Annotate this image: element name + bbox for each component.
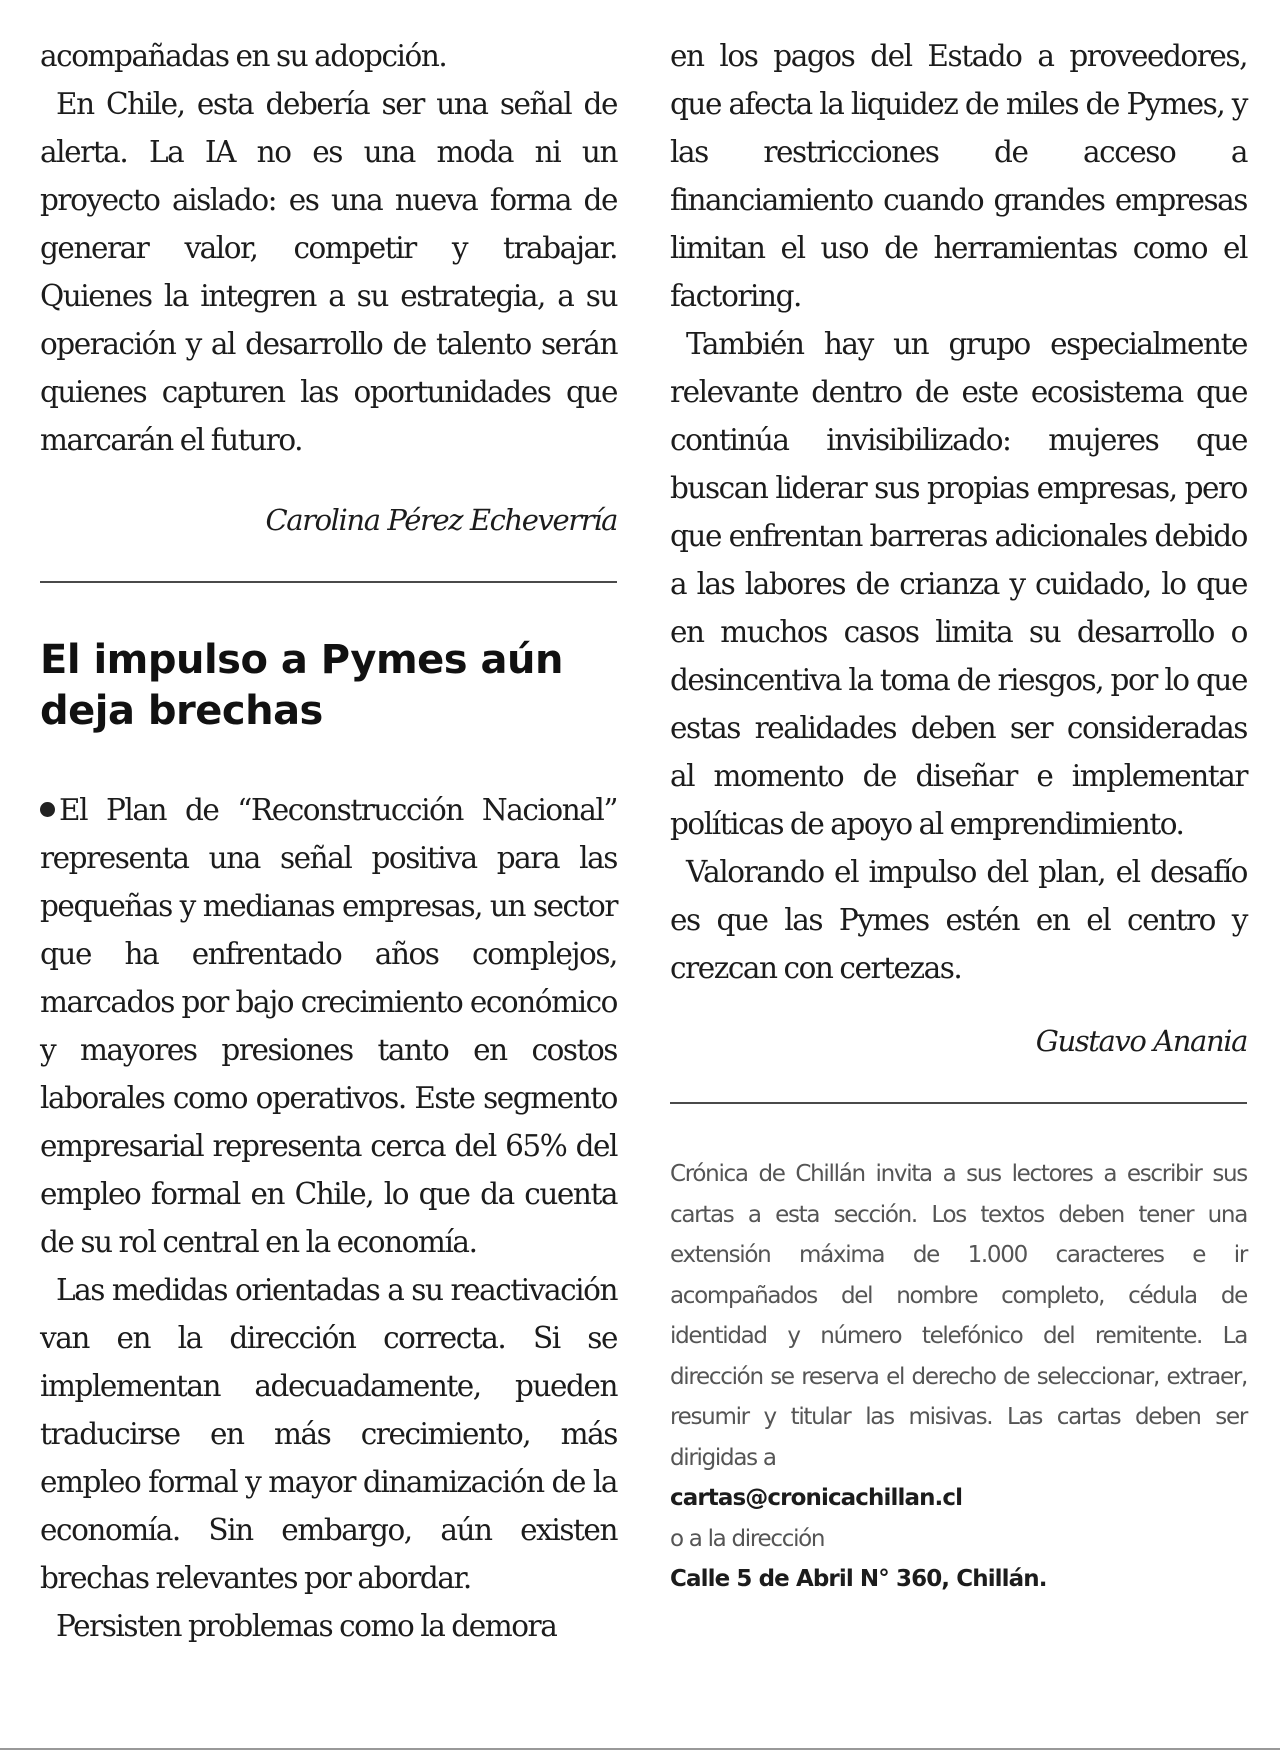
letter-paragraph: Valorando el impulso del plan, el desafío es que las Pymes estén en el centro y crezcan con certezas.: [670, 855, 1247, 985]
right-column: [670, 32, 1247, 1600]
submission-or: o a la dirección: [670, 1525, 825, 1552]
submission-email[interactable]: cartas@cronicachillan.cl: [670, 1485, 963, 1511]
letter-signature: Carolina Pérez Echeverría: [265, 503, 617, 537]
letter-paragraph: Las medidas orientadas a su reactivación van en la dirección correcta. Si se implementan adecuadamente, pueden traducirse en más crecimiento, más empleo formal y mayor dinamización de la economía. Sin embargo, aún existen brechas relevantes por abordar.: [40, 1273, 617, 1595]
bullet-icon: [40, 802, 55, 817]
page-bottom-border: [0, 1748, 1280, 1750]
letter-paragraph: El Plan de “Reconstrucción Nacional” representa una señal positiva para las pequeñas y medianas empresas, un sector que ha enfrentado años complejos, marcados por bajo crecimiento económico y mayores presiones tanto en costos laborales como operativos. Este segmento empresarial representa cerca del 65% del empleo formal en Chile, lo que da cuenta de su rol central en la economía.: [40, 793, 617, 1259]
letter-paragraph: En Chile, esta debería ser una señal de alerta. La IA no es una moda ni un proyecto aislado: es una nueva forma de generar valor, competir y trabajar. Quienes la integren a su estrategia, a su operación y al desarrollo de talento serán quienes capturen las oportunidades que marcarán el futuro.: [40, 87, 617, 457]
letter-signature: Gustavo Anania: [1035, 1024, 1247, 1058]
continued-paragraph: acompañadas en su adopción.: [40, 39, 447, 73]
submission-address: Calle 5 de Abril N° 360, Chillán.: [670, 1566, 1047, 1592]
letter-headline: El impulso a Pymes aún deja brechas: [40, 637, 563, 734]
letter-paragraph: en los pagos del Estado a proveedores, que afecta la liquidez de miles de Pymes, y las restricciones de acceso a financiamiento cuando grandes empresas limitan el uso de herramientas como el factoring.: [670, 39, 1247, 313]
submission-instructions: Crónica de Chillán invita a sus lectores a escribir sus cartas a esta sección. Los textos deben tener una extensión máxima de 1.000 caracteres e ir acompañados del nombre completo, cédula de identidad y número telefónico del remitente. La dirección se reserva el derecho de seleccionar, extraer, resumir y titular las misivas. Las cartas deben ser dirigidas a: [670, 1161, 1247, 1471]
letter-paragraph: También hay un grupo especialmente relevante dentro de este ecosistema que continúa invisibilizado: mujeres que buscan liderar sus propias empresas, pero que enfrentan barreras adicionales debido a las labores de crianza y cuidado, lo que en muchos casos limita su desarrollo o desincentiva la toma de riesgos, por lo que estas realidades deben ser consideradas al momento de diseñar e implementar políticas de apoyo al emprendimiento.: [670, 327, 1247, 841]
letter-paragraph: Persisten problemas como la demora: [56, 1609, 557, 1643]
submission-notice: [670, 1154, 1247, 1600]
left-column: [40, 32, 617, 1650]
